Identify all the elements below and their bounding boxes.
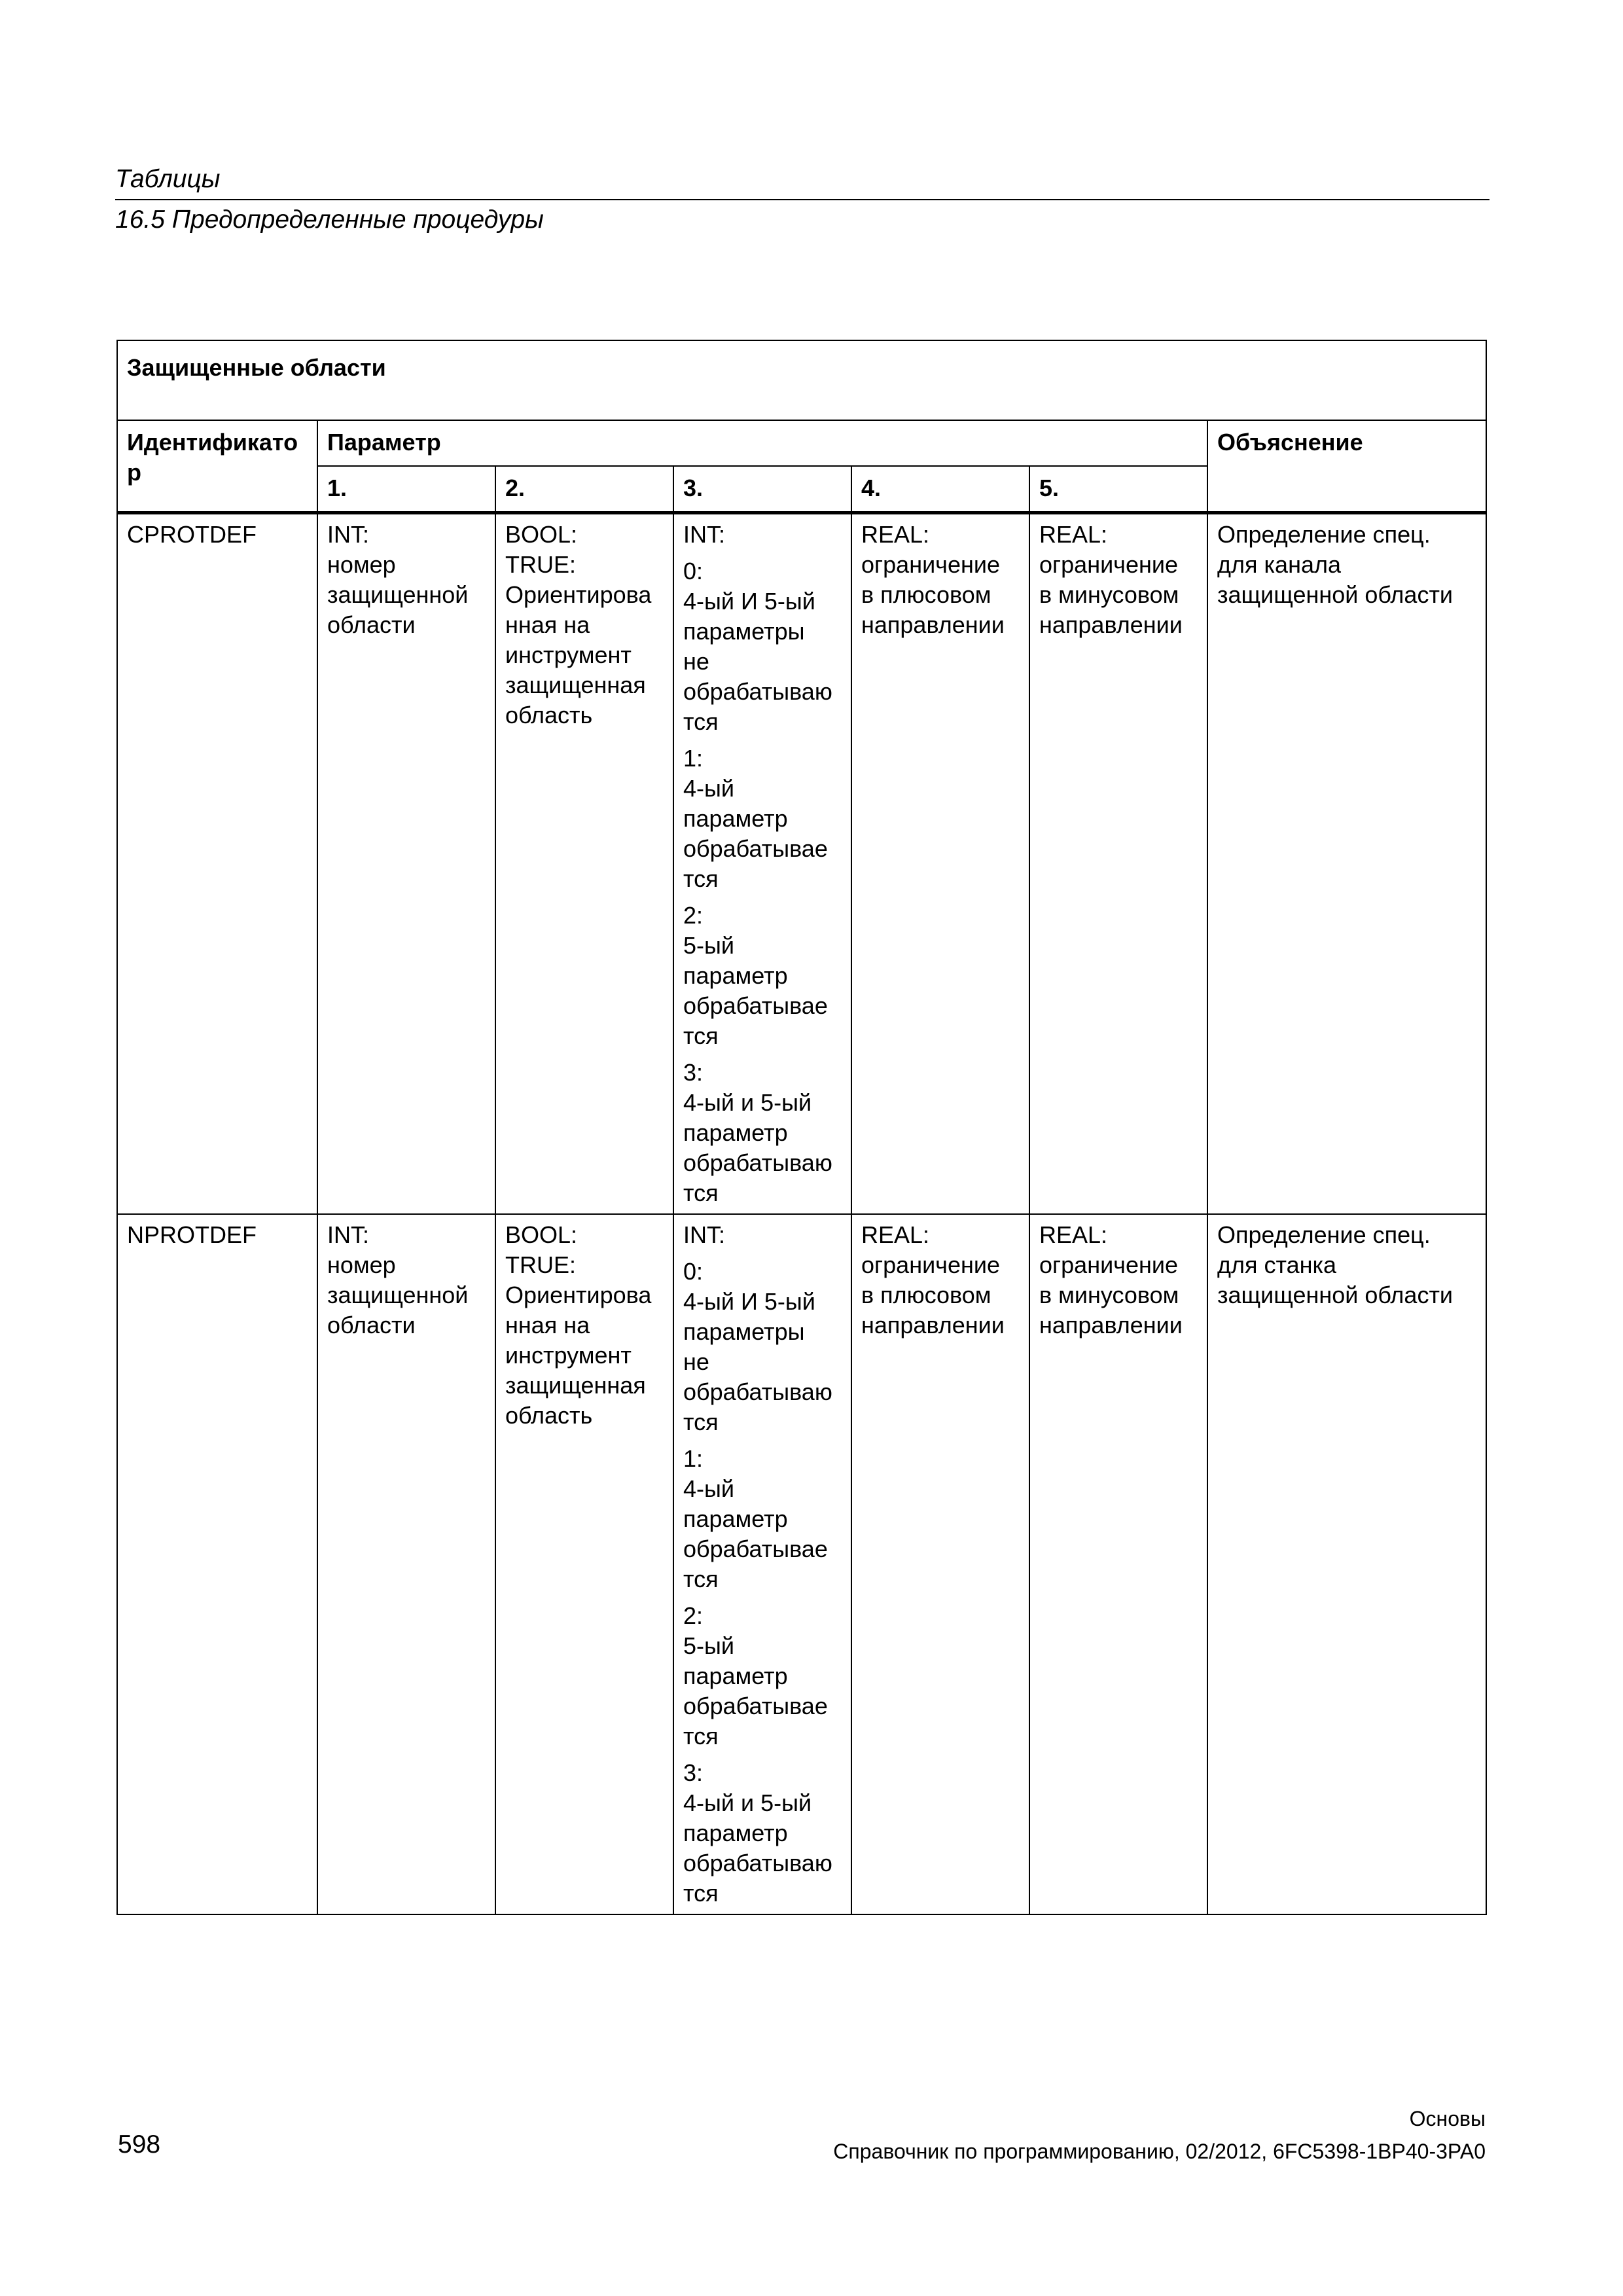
param3-type: INT: <box>683 521 726 548</box>
param3-option-line: 0: <box>683 1258 704 1285</box>
param3-option-line: обрабатываю <box>683 1850 832 1876</box>
param1-cell-line: номер <box>327 551 396 578</box>
option-gap <box>683 1250 842 1257</box>
option-gap <box>683 1594 842 1601</box>
param3-option-line: обрабатывае <box>683 992 828 1019</box>
param1-cell-line: INT: <box>327 1221 370 1248</box>
param3-option-line: тся <box>683 1566 719 1592</box>
explanation-cell-line: Определение спец. <box>1217 1221 1431 1248</box>
param-number-2: 2. <box>495 466 673 513</box>
param4-cell-line: направлении <box>861 1312 1005 1338</box>
header-rule <box>115 199 1489 200</box>
param3-option-line: тся <box>683 1022 719 1049</box>
param1-cell-line: области <box>327 611 416 638</box>
explanation-cell-line: для станка <box>1217 1251 1337 1278</box>
param1-cell-line: INT: <box>327 521 370 548</box>
param3-option-line: тся <box>683 1408 719 1435</box>
option-gap <box>683 1751 842 1758</box>
param2-cell-line: нная на <box>505 611 590 638</box>
param2-cell-line: защищенная <box>505 1372 646 1399</box>
param2-cell-line: область <box>505 1402 593 1429</box>
param3-option-line: параметр <box>683 1505 788 1532</box>
explanation-cell-line: защищенной области <box>1217 1282 1454 1308</box>
param3-option-line: 5-ый <box>683 1632 734 1659</box>
table-row <box>117 1214 1486 1914</box>
section-title: 16.5 Предопределенные процедуры <box>115 206 544 234</box>
param2-cell-line: инструмент <box>505 1342 632 1369</box>
param3-option-line: параметр <box>683 805 788 832</box>
param2-cell-line: BOOL: <box>505 521 578 548</box>
param3-option-line: 4-ый и 5-ый <box>683 1789 812 1816</box>
param3-option-line: 4-ый И 5-ый <box>683 588 815 615</box>
param4-cell-line: REAL: <box>861 521 930 548</box>
param5-cell <box>1029 513 1207 1215</box>
param2-cell-line: защищенная <box>505 672 646 698</box>
param2-cell-line: BOOL: <box>505 1221 578 1248</box>
param5-cell-line: ограничение <box>1039 551 1178 578</box>
param1-cell-line: области <box>327 1312 416 1338</box>
param-number-5: 5. <box>1029 466 1207 513</box>
param3-option-line: обрабатываю <box>683 1378 832 1405</box>
table-row <box>117 513 1486 1215</box>
param3-option-line: 5-ый <box>683 932 734 959</box>
param4-cell-line: ограничение <box>861 1251 1000 1278</box>
document-footer <box>833 2102 1486 2168</box>
param3-option-line: тся <box>683 1880 719 1907</box>
param5-cell-line: в минусовом <box>1039 1282 1179 1308</box>
param5-cell-line: REAL: <box>1039 521 1108 548</box>
param4-cell-line: направлении <box>861 611 1005 638</box>
param-number-1: 1. <box>317 466 495 513</box>
param3-option-line: 1: <box>683 1445 704 1472</box>
option-gap <box>683 894 842 901</box>
footer-book-title: Основы <box>1409 2107 1486 2130</box>
param-number-4: 4. <box>851 466 1029 513</box>
param3-option-line: 2: <box>683 1602 704 1629</box>
param3-option-line: 4-ый И 5-ый <box>683 1288 815 1315</box>
param2-cell-line: нная на <box>505 1312 590 1338</box>
param3-option-line: 4-ый <box>683 775 734 802</box>
param1-cell <box>317 513 495 1215</box>
param4-cell-line: в плюсовом <box>861 1282 991 1308</box>
param3-option-line: тся <box>683 1723 719 1749</box>
param5-cell-line: направлении <box>1039 1312 1183 1338</box>
param4-cell-line: ограничение <box>861 551 1000 578</box>
param3-option-line: 0: <box>683 558 704 584</box>
param3-option-line: параметр <box>683 1662 788 1689</box>
param3-option-line: тся <box>683 708 719 735</box>
chapter-title: Таблицы <box>115 165 221 193</box>
param2-cell-line: Ориентирова <box>505 581 652 608</box>
param3-option-line: параметр <box>683 1119 788 1146</box>
protected-areas-table <box>116 340 1487 1915</box>
page-header <box>115 162 1489 238</box>
param5-cell-line: REAL: <box>1039 1221 1108 1248</box>
param3-option-line: обрабатывае <box>683 835 828 862</box>
param3-option-line: параметр <box>683 1820 788 1846</box>
explanation-cell-line: защищенной области <box>1217 581 1454 608</box>
param3-option-line: обрабатывае <box>683 1535 828 1562</box>
param4-cell <box>851 1214 1029 1914</box>
param5-cell-line: в минусовом <box>1039 581 1179 608</box>
param3-cell <box>673 1214 851 1914</box>
param1-cell-line: защищенной <box>327 581 469 608</box>
identifier-cell: NPROTDEF <box>117 1214 317 1914</box>
param4-cell-line: в плюсовом <box>861 581 991 608</box>
param3-type: INT: <box>683 1221 726 1248</box>
param3-option-line: тся <box>683 865 719 892</box>
param3-option-line: параметры <box>683 618 805 645</box>
param2-cell <box>495 513 673 1215</box>
param3-option-line: 3: <box>683 1059 704 1086</box>
explanation-cell-line: Определение спец. <box>1217 521 1431 548</box>
param2-cell <box>495 1214 673 1914</box>
param3-option-line: не <box>683 1348 709 1375</box>
option-gap <box>683 550 842 556</box>
param3-option-line: 4-ый <box>683 1475 734 1502</box>
param2-cell-line: Ориентирова <box>505 1282 652 1308</box>
param3-option-line: 3: <box>683 1759 704 1786</box>
explanation-header: Объяснение <box>1207 420 1486 513</box>
param3-option-line: параметры <box>683 1318 805 1345</box>
table-body <box>117 513 1486 1915</box>
param1-cell-line: номер <box>327 1251 396 1278</box>
explanation-cell-line: для канала <box>1217 551 1341 578</box>
table-title: Защищенные области <box>117 340 1486 420</box>
param3-option-line: тся <box>683 1179 719 1206</box>
option-gap <box>683 737 842 744</box>
param3-option-line: обрабатываю <box>683 1149 832 1176</box>
param1-cell-line: защищенной <box>327 1282 469 1308</box>
param3-option-line: не <box>683 648 709 675</box>
identifier-header: Идентификато р <box>117 420 317 513</box>
param1-cell <box>317 1214 495 1914</box>
option-gap <box>683 1437 842 1444</box>
param3-option-line: параметр <box>683 962 788 989</box>
param2-cell-line: область <box>505 702 593 728</box>
option-gap <box>683 1051 842 1058</box>
param3-option-line: 2: <box>683 902 704 929</box>
param3-option-line: 4-ый и 5-ый <box>683 1089 812 1116</box>
param5-cell <box>1029 1214 1207 1914</box>
footer-doc-info: Справочник по программированию, 02/2012, 6FC5398-1BP40-3PA0 <box>833 2140 1486 2163</box>
param3-option-line: 1: <box>683 745 704 772</box>
param3-cell <box>673 513 851 1215</box>
param2-cell-line: TRUE: <box>505 551 576 578</box>
param2-cell-line: TRUE: <box>505 1251 576 1278</box>
param4-cell <box>851 513 1029 1215</box>
param5-cell-line: направлении <box>1039 611 1183 638</box>
param-number-3: 3. <box>673 466 851 513</box>
identifier-cell: CPROTDEF <box>117 513 317 1215</box>
param4-cell-line: REAL: <box>861 1221 930 1248</box>
param2-cell-line: инструмент <box>505 641 632 668</box>
param3-option-line: обрабатываю <box>683 678 832 705</box>
param3-option-line: обрабатывае <box>683 1693 828 1719</box>
explanation-cell <box>1207 1214 1486 1914</box>
explanation-cell <box>1207 513 1486 1215</box>
param5-cell-line: ограничение <box>1039 1251 1178 1278</box>
page-number: 598 <box>118 2130 161 2159</box>
parameter-header: Параметр <box>317 420 1207 466</box>
